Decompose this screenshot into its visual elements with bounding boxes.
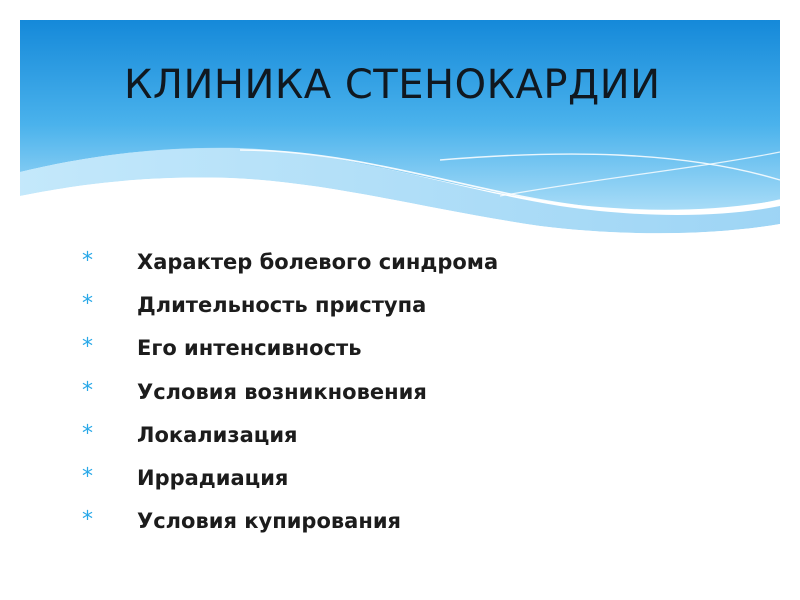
slide-title: КЛИНИКА СТЕНОКАРДИИ (124, 62, 661, 108)
asterisk-bullet-icon: * (82, 507, 93, 533)
list-item-label: Локализация (137, 422, 298, 447)
asterisk-bullet-icon: * (82, 248, 93, 274)
list-item-label: Условия купирования (137, 509, 402, 534)
header-wave-background (0, 0, 800, 240)
list-item-label: Его интенсивность (137, 336, 362, 361)
list-item-label: Длительность приступа (137, 292, 427, 317)
asterisk-bullet-icon: * (82, 334, 93, 360)
list-item-label: Характер болевого синдрома (137, 249, 499, 274)
list-item-label: Условия возникновения (137, 379, 427, 404)
asterisk-bullet-icon: * (82, 378, 93, 404)
asterisk-bullet-icon: * (82, 421, 93, 447)
list-item-label: Иррадиация (137, 466, 289, 491)
asterisk-bullet-icon: * (82, 464, 93, 490)
asterisk-bullet-icon: * (82, 291, 93, 317)
